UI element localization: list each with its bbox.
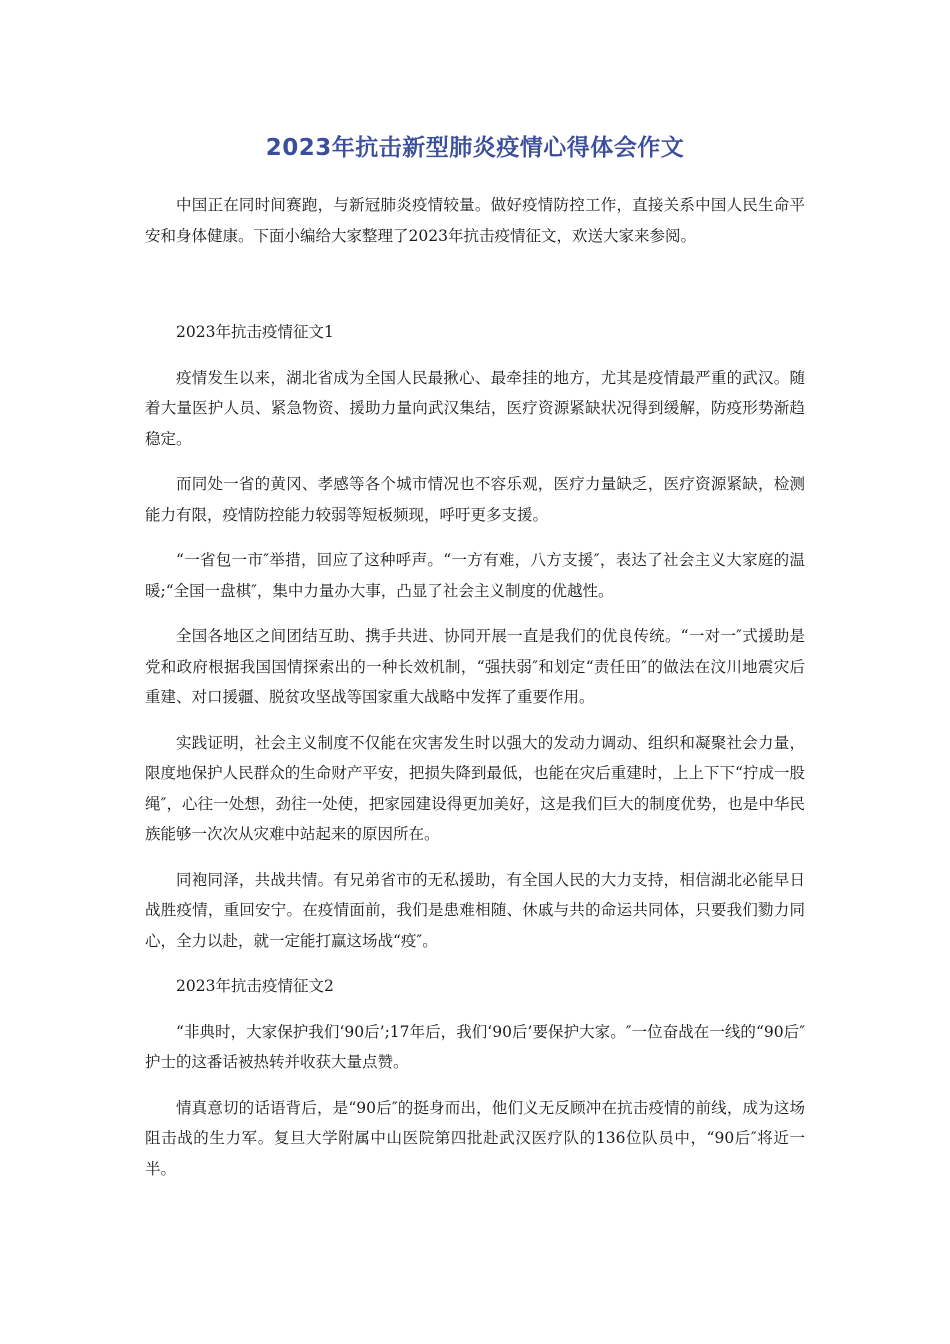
- paragraph: 全国各地区之间团结互助、携手共进、协同开展一直是我们的优良传统。“一对一″式援助是党和政府根据我国国情探索出的一种长效机制，“强扶弱″和划定“责任田″的做法在汶川地震灾后重建、对口援疆、脱贫攻坚战等国家重大战略中发挥了重要作用。: [145, 627, 805, 706]
- paragraph: 情真意切的话语背后，是“90后″的挺身而出，他们义无反顾冲在抗击疫情的前线，成为这场阻击战的生力军。复旦大学附属中山医院第四批赴武汉医疗队的136位队员中，“90后″将近一半。: [145, 1098, 805, 1178]
- paragraph: “一省包一市″举措，回应了这种呼声。“一方有难，八方支援″，表达了社会主义大家庭的温暖;“全国一盘棋″，集中力量办大事，凸显了社会主义制度的优越性。: [145, 551, 805, 600]
- document-page: [145, 128, 805, 1199]
- paragraph: 疫情发生以来，湖北省成为全国人民最揪心、最牵挂的地方，尤其是疫情最严重的武汉。随着大量医护人员、紧急物资、援助力量向武汉集结，医疗资源紧缺状况得到缓解，防疫形势渐趋稳定。: [145, 368, 805, 448]
- paragraph: 同袍同泽，共战共情。有兄弟省市的无私援助，有全国人民的大力支持，相信湖北必能早日战胜疫情，重回安宁。在疫情面前，我们是患难相随、休戚与共的命运共同体，只要我们勠力同心，全力以赴，就一定能打赢这场战“疫″。: [145, 870, 805, 950]
- paragraph: “非典时，大家保护我们‘90后’;17年后，我们‘90后’要保护大家。″一位奋战在一线的“90后″护士的这番话被热转并收获大量点赞。: [145, 1022, 805, 1071]
- paragraph: 而同处一省的黄冈、孝感等各个城市情况也不容乐观，医疗力量缺乏，医疗资源紧缺，检测能力有限，疫情防控能力较弱等短板频现，呼吁更多支援。: [145, 475, 805, 524]
- intro-paragraph: 中国正在同时间赛跑，与新冠肺炎疫情较量。做好疫情防控工作，直接关系中国人民生命平安和身体健康。下面小编给大家整理了2023年抗击疫情征文，欢送大家来参阅。: [145, 196, 805, 245]
- paragraph: 实践证明，社会主义制度不仅能在灾害发生时以强大的发动力调动、组织和凝聚社会力量，限度地保护人民群众的生命财产平安，把损失降到最低，也能在灾后重建时，上上下下“拧成一股绳″，心往一处想，劲往一处使，把家园建设得更加美好，这是我们巨大的制度优势，也是中华民族能够一次次从灾难中站起来的原因所在。: [145, 733, 805, 843]
- page-title: 2023年抗击新型肺炎疫情心得体会作文: [265, 135, 685, 161]
- section-heading: 2023年抗击疫情征文1: [176, 323, 334, 341]
- section-heading: 2023年抗击疫情征文2: [176, 977, 334, 995]
